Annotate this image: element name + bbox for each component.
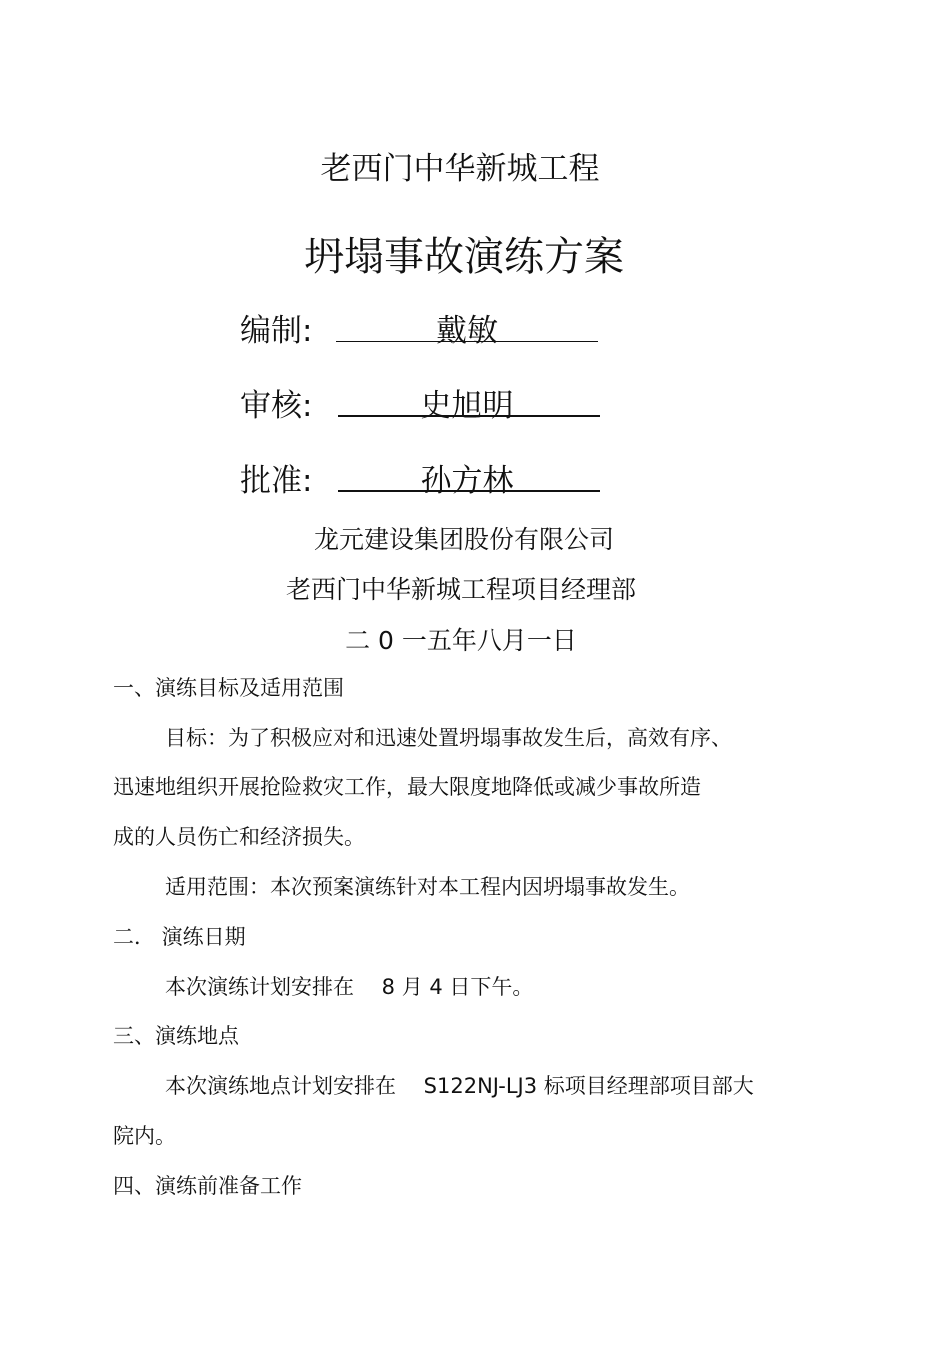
compiler-label: 编制:	[240, 313, 313, 349]
document-date: 二 0 一五年八月一日	[345, 626, 577, 655]
project-title: 老西门中华新城工程	[320, 151, 600, 187]
company-name: 龙元建设集团股份有限公司	[313, 525, 614, 554]
section-3-paragraph-line-1: 本次演练地点计划安排在 S122NJ-LJ3 标项目经理部项目部大	[165, 1074, 754, 1098]
section-2-paragraph: 本次演练计划安排在 8 月 4 日下午。	[165, 975, 534, 999]
compiler-underline	[336, 341, 598, 342]
section-1-scope: 适用范围：本次预案演练针对本工程内因坍塌事故发生。	[165, 875, 690, 899]
section-3-heading: 三、演练地点	[113, 1024, 239, 1048]
section-1-paragraph-line-2: 迅速地组织开展抢险救灾工作，最大限度地降低或减少事故所造	[113, 775, 701, 799]
approver-name: 孙方林	[420, 463, 514, 499]
section-3-paragraph-line-2: 院内。	[113, 1124, 176, 1148]
compiler-name: 戴敏	[436, 313, 498, 349]
section-1-paragraph-line-3: 成的人员伤亡和经济损失。	[113, 825, 365, 849]
approver-label: 批准:	[240, 463, 313, 499]
department-name: 老西门中华新城工程项目经理部	[285, 575, 636, 604]
document-title: 坍塌事故演练方案	[304, 234, 624, 280]
section-2-heading: 二． 演练日期	[113, 925, 246, 949]
section-4-heading: 四、演练前准备工作	[113, 1174, 302, 1198]
reviewer-name: 史旭明	[420, 388, 514, 424]
reviewer-underline	[338, 415, 600, 417]
section-1-paragraph-line-1: 目标：为了积极应对和迅速处置坍塌事故发生后，高效有序、	[165, 726, 732, 750]
approver-underline	[338, 490, 600, 492]
section-1-heading: 一、演练目标及适用范围	[113, 676, 344, 700]
reviewer-label: 审核:	[240, 388, 313, 424]
